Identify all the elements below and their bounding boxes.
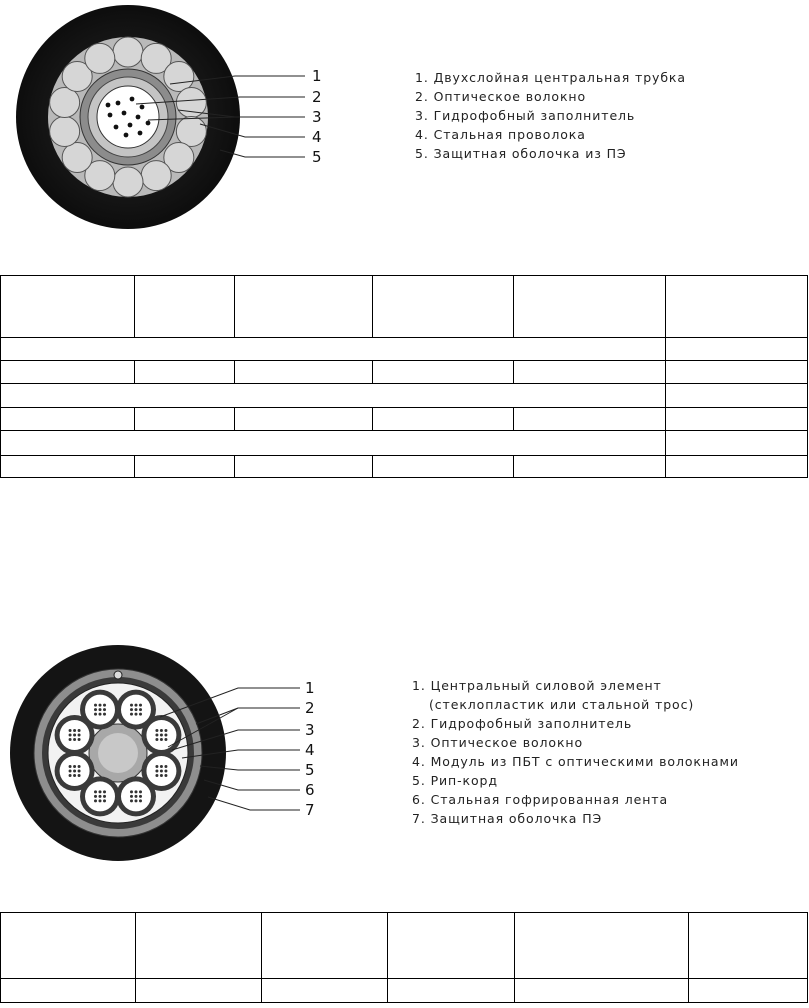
header-cell (689, 913, 808, 979)
optical-fiber (138, 131, 143, 136)
table-cell (136, 979, 262, 1003)
header-cell (666, 276, 808, 338)
legend-2-item: (стеклопластик или стальной трос) (429, 697, 695, 712)
table-row (1, 408, 808, 431)
table-row (1, 979, 808, 1003)
header-cell (262, 913, 388, 979)
steel-wire (62, 143, 92, 173)
steel-wire (85, 43, 115, 73)
pbt-tube (80, 690, 120, 730)
header-cell (136, 913, 262, 979)
table-cell (135, 361, 235, 384)
table-cell (135, 408, 235, 431)
legend-2-item: 4. Модуль из ПБТ с оптическими волокнами (412, 754, 739, 769)
header-cell (515, 913, 689, 979)
table-row (1, 384, 808, 408)
legend-2-item: 2. Гидрофобный заполнитель (412, 716, 633, 731)
legend-2 (412, 676, 739, 828)
table-cell (135, 456, 235, 478)
pbt-tube (116, 776, 156, 816)
table-cell (515, 979, 689, 1003)
table-cell (388, 979, 515, 1003)
header-cell (1, 913, 136, 979)
callout-6: 6 (305, 781, 315, 799)
legend-1-item: 5. Защитная оболочка из ПЭ (415, 146, 627, 161)
pbt-tube (55, 751, 95, 791)
header-cell (388, 913, 515, 979)
rip-cord (114, 671, 122, 679)
steel-wire (164, 61, 194, 91)
steel-wire (176, 116, 206, 146)
table-cell (235, 361, 373, 384)
table-cell (1, 979, 136, 1003)
table-cell (514, 361, 666, 384)
optical-fiber (146, 121, 151, 126)
callout-3: 3 (312, 108, 322, 126)
header-cell (1, 276, 135, 338)
table-cell (666, 431, 808, 456)
table-row (1, 431, 808, 456)
optical-fiber (116, 101, 121, 106)
optical-fiber (124, 133, 129, 138)
callout-5: 5 (312, 148, 322, 166)
callout-4: 4 (305, 741, 315, 759)
merged-cell (1, 431, 666, 456)
optical-fiber (114, 125, 119, 130)
table-cell (666, 338, 808, 361)
legend-2-item: 6. Стальная гофрированная лента (412, 792, 669, 807)
legend-2-item: 5. Рип-корд (412, 773, 498, 788)
optical-fiber (140, 105, 145, 110)
table-row (1, 361, 808, 384)
optical-fiber (130, 97, 135, 102)
callout-1: 1 (312, 67, 322, 85)
steel-wire (113, 37, 143, 67)
legend-1-item: 1. Двухслойная центральная трубка (415, 70, 686, 85)
callout-4: 4 (312, 128, 322, 146)
table-cell (666, 456, 808, 478)
table-cell (373, 408, 514, 431)
legend-2-item: 1. Центральный силовой элемент (412, 678, 662, 693)
header-cell (514, 276, 666, 338)
steel-wire (141, 161, 171, 191)
table-cell (666, 361, 808, 384)
table-cell (262, 979, 388, 1003)
table-row (1, 338, 808, 361)
steel-wire (113, 167, 143, 197)
merged-cell (1, 384, 666, 408)
table-cell (235, 408, 373, 431)
steel-wire (50, 88, 80, 118)
spec-table-1 (0, 275, 808, 478)
table-row (1, 456, 808, 478)
callout-5: 5 (305, 761, 315, 779)
table-header-row (1, 913, 808, 979)
table-cell (373, 456, 514, 478)
table-cell (666, 408, 808, 431)
legend-2-item: 7. Защитная оболочка ПЭ (412, 811, 603, 826)
header-cell (373, 276, 514, 338)
optical-fiber (136, 115, 141, 120)
cable-cross-section-1 (0, 0, 809, 240)
table-cell (1, 361, 135, 384)
header-cell (235, 276, 373, 338)
legend-1-item: 4. Стальная проволока (415, 127, 586, 142)
table-cell (514, 456, 666, 478)
callout-3: 3 (305, 721, 315, 739)
steel-wire (50, 116, 80, 146)
callout-2: 2 (312, 88, 322, 106)
table-cell (235, 456, 373, 478)
table-cell (514, 408, 666, 431)
callout-1: 1 (305, 679, 315, 697)
callout-2: 2 (305, 699, 315, 717)
optical-fiber (106, 103, 111, 108)
legend-1-item: 2. Оптическое волокно (415, 89, 587, 104)
legend-1 (415, 68, 686, 163)
optical-fiber (122, 111, 127, 116)
table-cell (1, 408, 135, 431)
optical-fiber (128, 123, 133, 128)
optical-fiber (108, 113, 113, 118)
gel-filler (97, 86, 159, 148)
table-cell (1, 456, 135, 478)
central-strength-core (98, 733, 138, 773)
legend-1-item: 3. Гидрофобный заполнитель (415, 108, 636, 123)
legend-2-item: 3. Оптическое волокно (412, 735, 584, 750)
table-cell (666, 384, 808, 408)
table-cell (373, 361, 514, 384)
spec-table-2 (0, 912, 808, 1003)
table-header-row (1, 276, 808, 338)
header-cell (135, 276, 235, 338)
callout-7: 7 (305, 801, 315, 819)
table-cell (689, 979, 808, 1003)
merged-cell (1, 338, 666, 361)
